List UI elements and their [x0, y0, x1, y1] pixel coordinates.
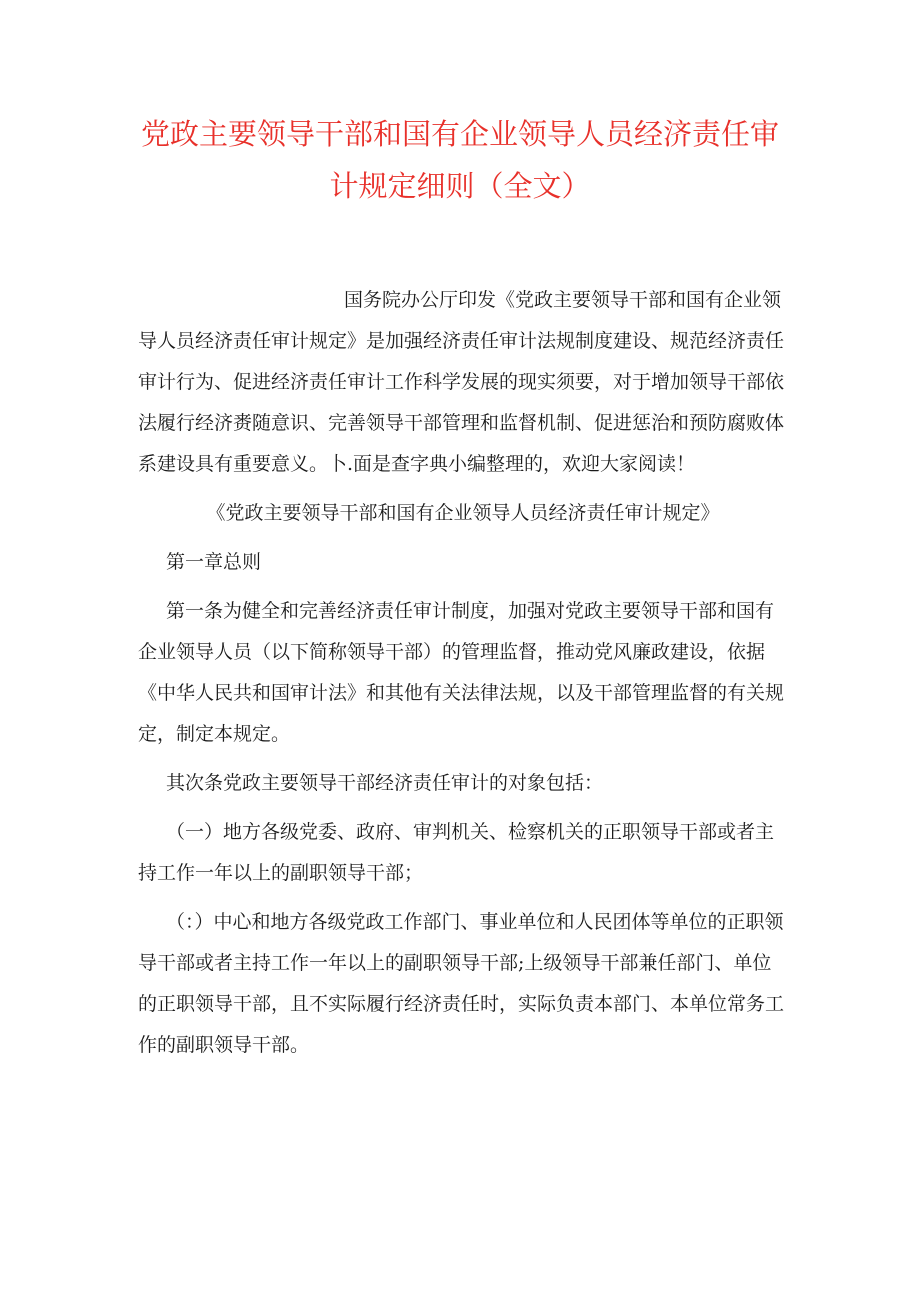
- document-title: [120, 108, 800, 212]
- document-body: [138, 280, 788, 1066]
- regulation-name: 《党政主要领导干部和国有企业领导人员经济责任审计规定》: [206, 502, 720, 524]
- title-line-1: 党政主要领导干部和国有企业领导人员经济责任审: [140, 117, 779, 151]
- article-2-item-2: （：）中心和地方各级党政工作部门、事业单位和人民团体等单位的正职领导干部或者主持工作一年以上的副职领导干部;上级领导干部兼任部门、单位的正职领导干部，且不实际履行经济责任时，实际负责本部门、本单位常务工作的副职领导干部。: [138, 911, 785, 1056]
- article-2-item-1: （一）地方各级党委、政府、审判机关、检察机关的正职领导干部或者主持工作一年以上的副职领导干部；: [138, 821, 775, 884]
- article-1: 第一条为健全和完善经济责任审计制度，加强对党政主要领导干部和国有企业领导人员（以下简称领导干部）的管理监督，推动党风廉政建设，依据《中华人民共和国审计法》和其他有关法律法规，以及干部管理监督的有关规定，制定本规定。: [138, 600, 785, 745]
- article-2: 其次条党政主要领导干部经济责任审计的对象包括：: [166, 772, 604, 794]
- chapter-heading: 第一章总则: [166, 551, 262, 573]
- title-line-2: 计规定细则（全文）: [329, 169, 591, 203]
- intro-paragraph: 国务院办公厅印发《党政主要领导干部和国有企业领导人员经济责任审计规定》是加强经济责任审计法规制度建设、规范经济责任审计行为、促进经济责任审计工作科学发展的现实须要，对于增加领导干部依法履行经济赉随意识、完善领导干部管理和监督机制、促进惩治和预防腐败体系建设具有重要意义。卜.面是查字典小编整理的，欢迎大家阅读！: [138, 289, 785, 475]
